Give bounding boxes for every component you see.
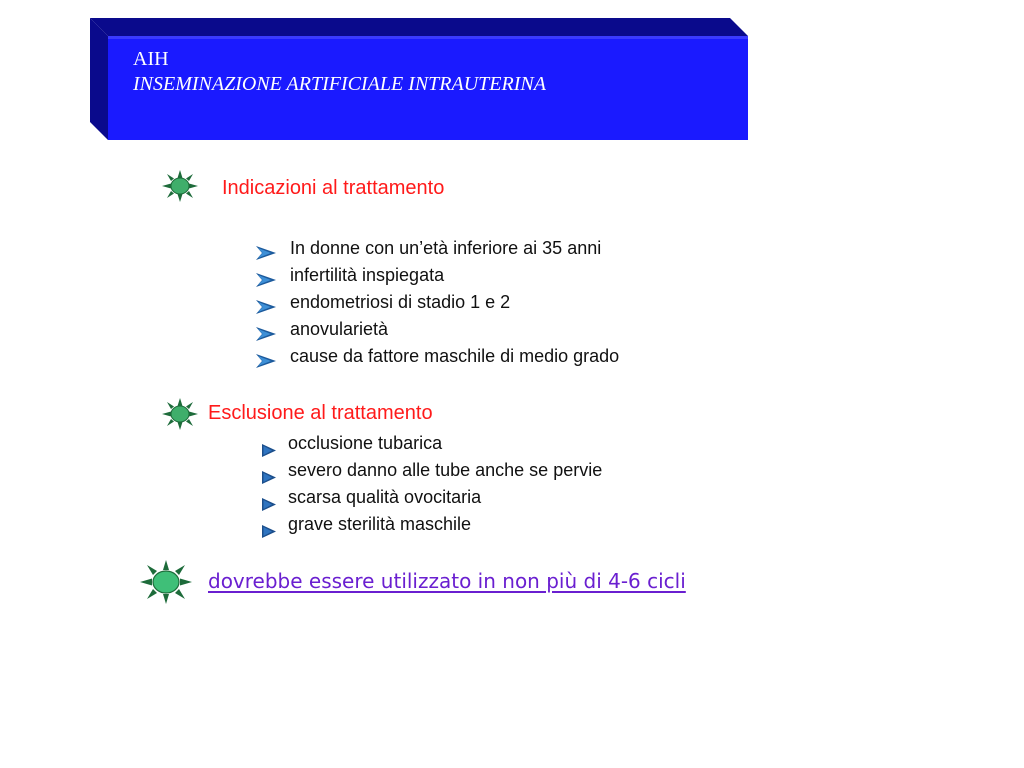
sun-icon <box>140 560 192 604</box>
list-item-text: anovularietà <box>290 319 389 339</box>
list-item <box>256 289 619 316</box>
list-item <box>260 430 602 457</box>
banner-acronym: AIH <box>133 48 169 70</box>
banner-title <box>133 47 546 97</box>
cycles-note: dovrebbe essere utilizzato in non più di 4-6 cicli <box>208 569 686 593</box>
sun-icon <box>162 398 198 430</box>
list-item-text: severo danno alle tube anche se pervie <box>288 460 603 480</box>
title-banner <box>90 18 748 140</box>
list-item-text: endometriosi di stadio 1 e 2 <box>290 292 511 312</box>
indicazioni-list <box>256 235 619 370</box>
esclusione-list <box>260 430 602 538</box>
list-item <box>260 511 602 538</box>
list-item-text: occlusione tubarica <box>288 433 443 453</box>
list-item <box>256 343 619 370</box>
list-item <box>260 457 602 484</box>
sun-icon <box>162 170 198 202</box>
list-item <box>256 262 619 289</box>
list-item-text: scarsa qualità ovocitaria <box>288 487 482 507</box>
heading-indicazioni: Indicazioni al trattamento <box>222 177 445 199</box>
heading-esclusione: Esclusione al trattamento <box>208 402 433 424</box>
list-item-text: In donne con un’età inferiore ai 35 anni <box>290 238 602 258</box>
list-item <box>260 484 602 511</box>
list-item-text: infertilità inspiegata <box>290 265 445 285</box>
list-item-text: grave sterilità maschile <box>288 514 472 534</box>
list-item <box>256 235 619 262</box>
list-item-text: cause da fattore maschile di medio grado <box>290 346 620 366</box>
triangle-icon <box>262 519 276 546</box>
list-item <box>256 316 619 343</box>
arrowhead-icon <box>256 349 276 376</box>
banner-subtitle: INSEMINAZIONE ARTIFICIALE INTRAUTERINA <box>133 73 546 95</box>
